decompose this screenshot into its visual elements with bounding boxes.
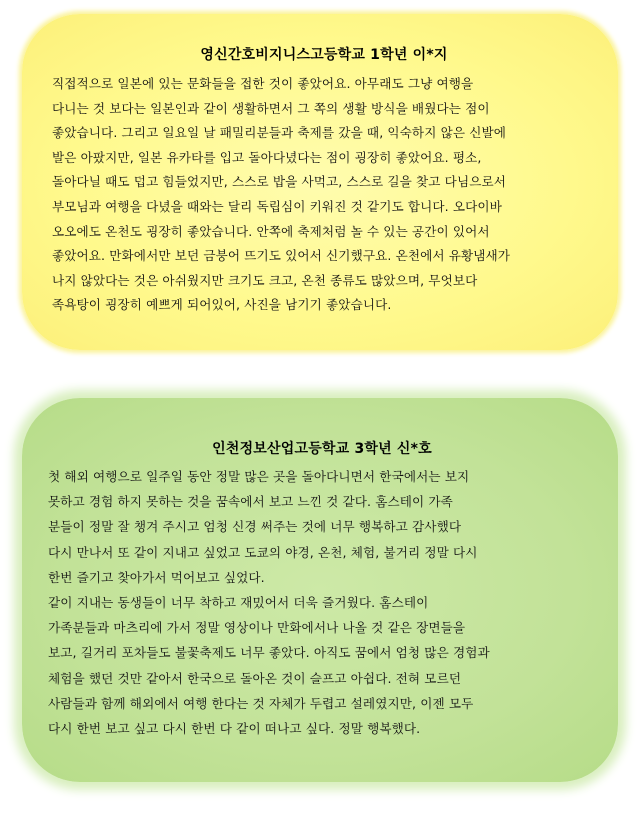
review-body [52, 72, 596, 318]
review-title: 인천정보산업고등학교 3학년 신*호 [212, 441, 432, 457]
review-line: 돌아다닐 때도 덥고 힘들었지만, 스스로 밥을 사먹고, 스스로 길을 찾고 다님으로서 [52, 174, 507, 190]
review-line: 다시 한번 보고 싶고 다시 한번 다 같이 떠나고 싶다. 정말 행복했다. [48, 721, 421, 737]
review-line: 나지 않았다는 것은 아쉬웠지만 크기도 크고, 온천 종류도 많았으며, 무엇보다 [52, 272, 478, 288]
review-card-yellow [22, 14, 618, 350]
review-line: 좋았습니다. 그리고 일요일 날 패밀리분들과 축제를 갔을 때, 익숙하지 않은 신발에 [52, 125, 507, 141]
review-line: 보고, 길거리 포차들도 불꽃축제도 너무 좋았다. 아직도 꿈에서 엄청 많은 경험과 [48, 645, 490, 661]
review-line: 다니는 것 보다는 일본인과 같이 생활하면서 그 쪽의 생활 방식을 배웠다는 점이 [52, 100, 490, 116]
review-line: 못하고 경험 하지 못하는 것을 꿈속에서 보고 느낀 것 같다. 홈스테이 가족 [48, 494, 453, 510]
review-line: 족욕탕이 굉장히 예쁘게 되어있어, 사진을 남기기 좋았습니다. [52, 297, 392, 313]
review-card-green [22, 398, 618, 782]
review-title: 영신간호비지니스고등학교 1학년 이*지 [200, 47, 448, 63]
review-body [48, 464, 596, 741]
review-line: 직접적으로 일본에 있는 문화들을 접한 것이 좋았어요. 아무래도 그냥 여행을 [52, 76, 474, 91]
review-line: 같이 지내는 동생들이 너무 착하고 재밌어서 더욱 즐거웠다. 홈스테이 [48, 595, 429, 611]
review-line: 한번 즐기고 찾아가서 먹어보고 싶었다. [48, 569, 265, 585]
review-line: 오오에도 온천도 굉장히 좋았습니다. 안쪽에 축제처럼 놀 수 있는 공간이 있어서 [52, 223, 490, 239]
review-line: 다시 만나서 또 같이 지내고 싶었고 도쿄의 야경, 온천, 체험, 불거리 정말 다시 [48, 544, 478, 560]
review-line: 분들이 정말 잘 챙겨 주시고 엄청 신경 써주는 것에 너무 행복하고 감사했다 [48, 519, 462, 535]
review-line: 첫 해외 여행으로 일주일 동안 정말 많은 곳을 돌아다니면서 한국에서는 보지 [48, 469, 470, 484]
review-line: 체험을 했던 것만 같아서 한국으로 돌아온 것이 슬프고 아쉽다. 전혀 모르던 [48, 670, 462, 686]
review-line: 부모님과 여행을 다녔을 때와는 달리 독립심이 키워진 것 같기도 합니다. 오다이바 [52, 198, 502, 214]
review-line: 발은 아팠지만, 일본 유카타를 입고 돌아다녔다는 점이 굉장히 좋았어요. 평소, [52, 149, 482, 165]
review-line: 가족분들과 마츠리에 가서 정말 영상이나 만화에서나 나올 것 같은 장면들을 [48, 620, 466, 636]
review-line: 사람들과 함께 해외에서 여행 한다는 것 자체가 두렵고 설레였지만, 이젠 모두 [48, 695, 474, 711]
review-line: 좋았어요. 만화에서만 보던 금붕어 뜨기도 있어서 신기했구요. 온천에서 유황냄새가 [52, 248, 511, 264]
